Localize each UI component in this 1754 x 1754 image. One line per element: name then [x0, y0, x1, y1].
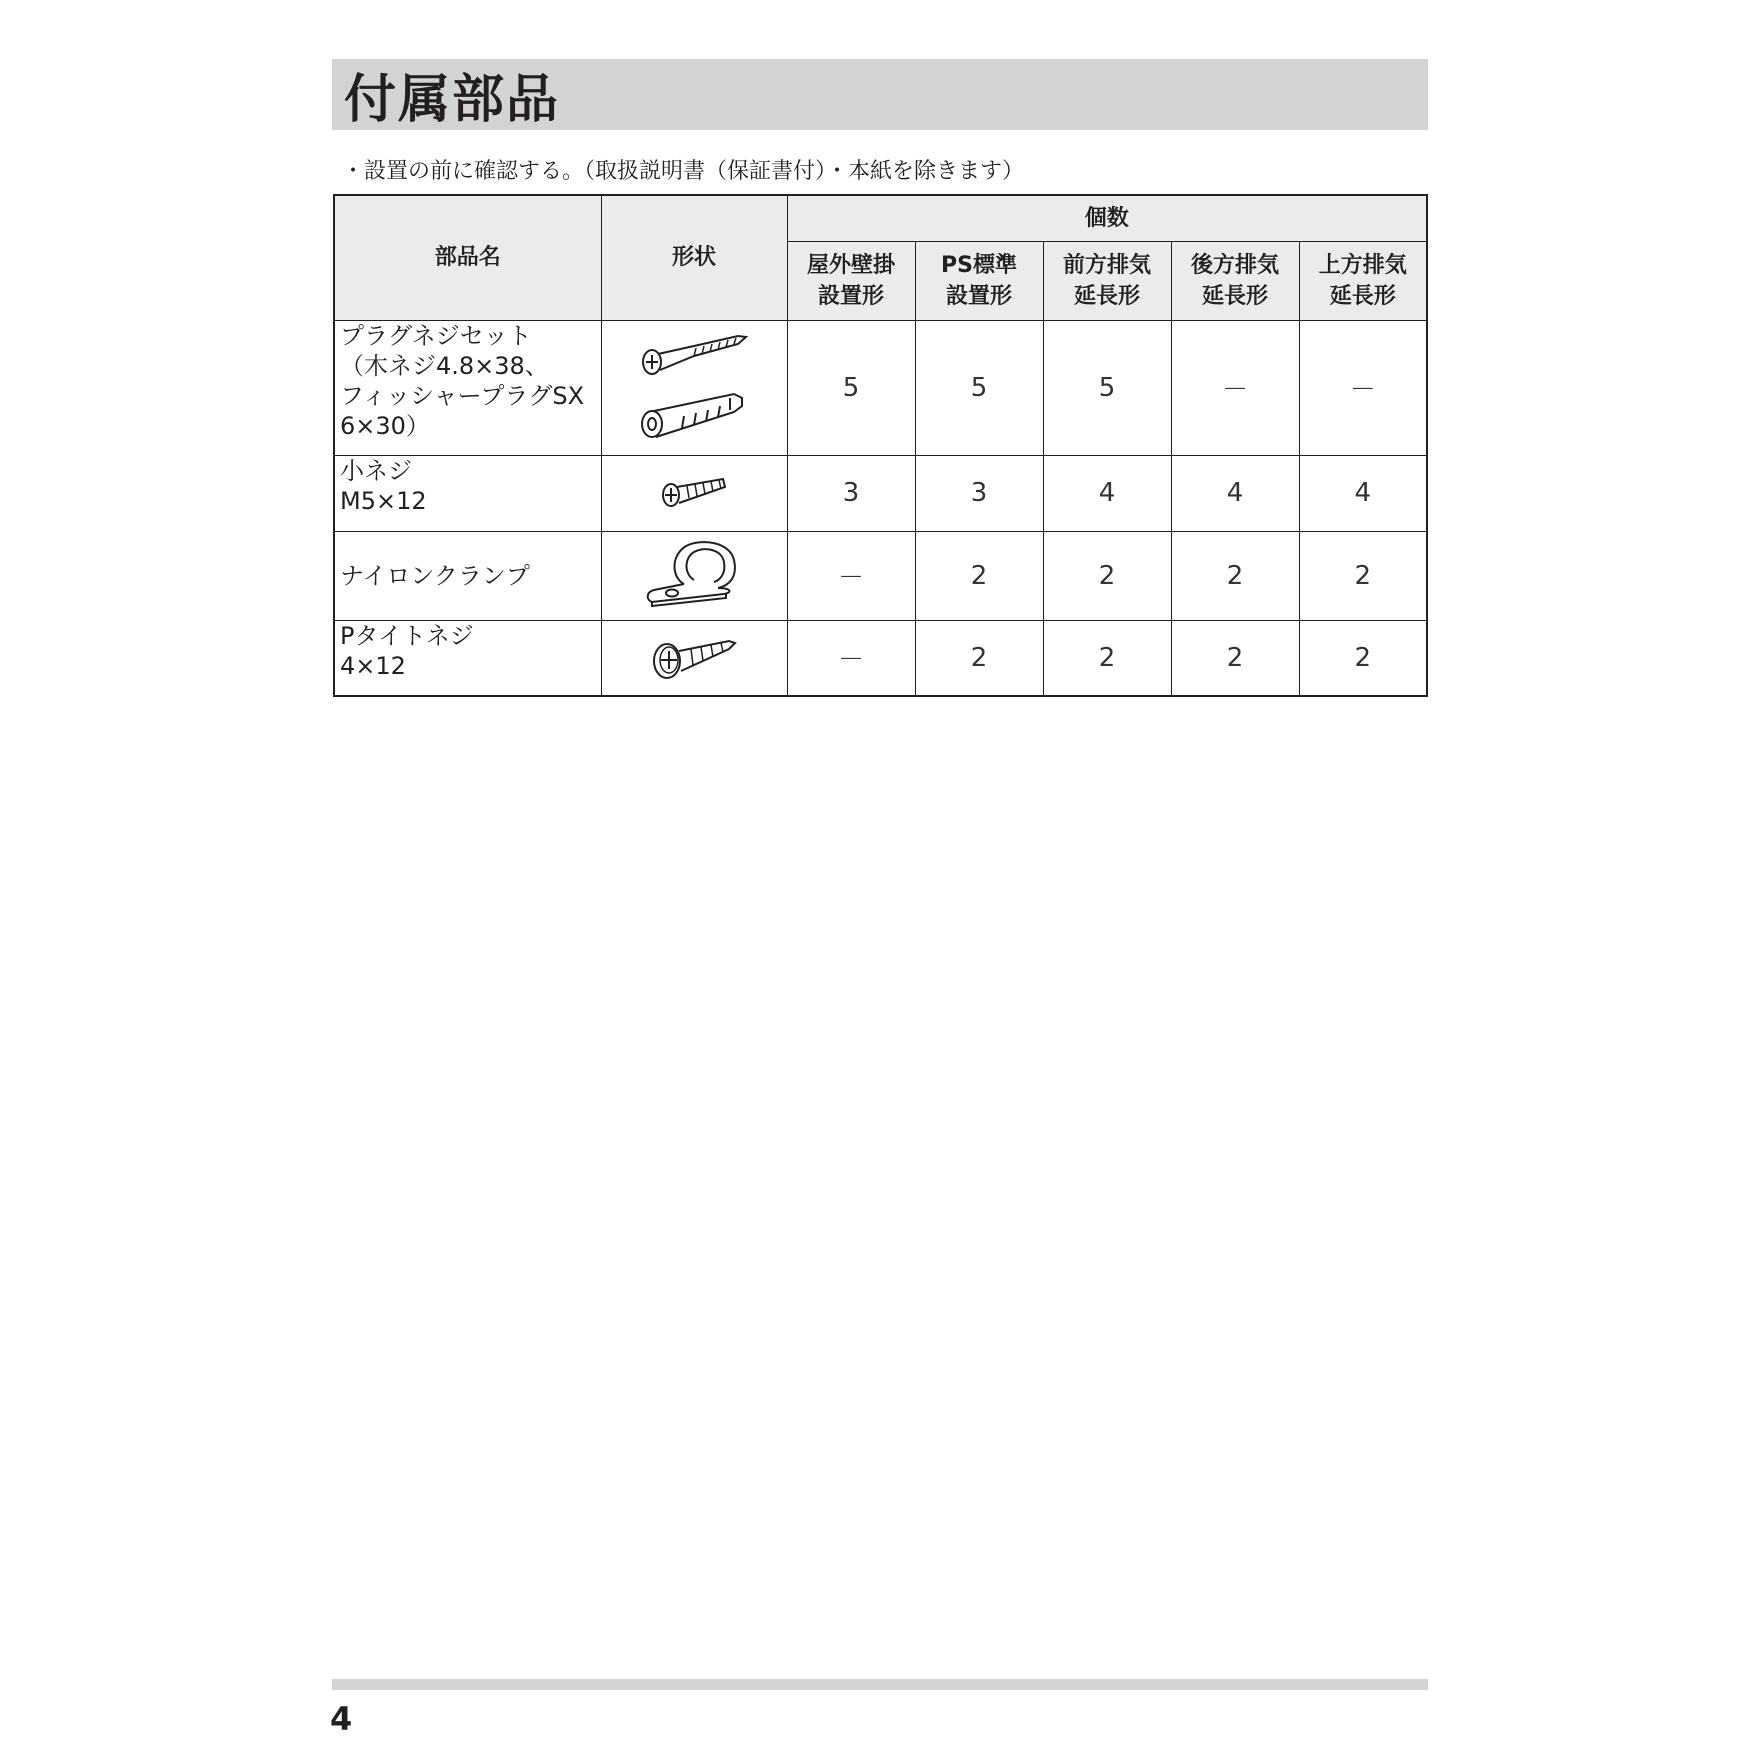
- value-cell: 2: [1043, 620, 1171, 696]
- footer-bar: [332, 1679, 1428, 1690]
- part-name-cell: ナイロンクランプ: [334, 531, 601, 620]
- value-cell: －: [787, 531, 915, 620]
- value-cell: 3: [787, 455, 915, 531]
- value-cell: 2: [1171, 531, 1299, 620]
- header-type-top-exhaust: 上方排気 延長形: [1299, 241, 1427, 320]
- value-cell: 2: [915, 531, 1043, 620]
- nylon-clamp-icon: [644, 538, 744, 614]
- value-cell: 2: [1171, 620, 1299, 696]
- value-cell: 4: [1299, 455, 1427, 531]
- value-cell: 5: [787, 320, 915, 455]
- plug-screw-set-icon: [634, 328, 754, 448]
- check-note: ・設置の前に確認する。（取扱説明書（保証書付）・本紙を除きます）: [342, 159, 1025, 184]
- page-title: 付属部品: [344, 70, 561, 130]
- value-cell: 3: [915, 455, 1043, 531]
- value-cell: 5: [915, 320, 1043, 455]
- header-type-front-exhaust: 前方排気 延長形: [1043, 241, 1171, 320]
- table-row: [334, 620, 1427, 696]
- header-shape: 形状: [601, 195, 787, 320]
- header-type-outdoor-wall: 屋外壁掛 設置形: [787, 241, 915, 320]
- part-name-cell: プラグネジセット （木ネジ4.8×38、 フィッシャープラグSX 6×30）: [334, 320, 601, 455]
- value-cell: 2: [1299, 531, 1427, 620]
- part-name-cell: 小ネジ M5×12: [334, 455, 601, 531]
- value-cell: 4: [1171, 455, 1299, 531]
- value-cell: －: [1171, 320, 1299, 455]
- header-type-ps-standard: PS標準 設置形: [915, 241, 1043, 320]
- value-cell: 4: [1043, 455, 1171, 531]
- header-part-name: 部品名: [334, 195, 601, 320]
- machine-screw-icon: [659, 473, 729, 513]
- value-cell: 2: [1299, 620, 1427, 696]
- table-row: [334, 531, 1427, 620]
- value-cell: 5: [1043, 320, 1171, 455]
- title-bar: [332, 59, 1428, 130]
- value-cell: －: [787, 620, 915, 696]
- page-number: 4: [330, 1700, 353, 1738]
- value-cell: 2: [1043, 531, 1171, 620]
- value-cell: 2: [915, 620, 1043, 696]
- table-row: [334, 455, 1427, 531]
- value-cell: －: [1299, 320, 1427, 455]
- table-row: [334, 320, 1427, 455]
- p-tight-screw-icon: [649, 631, 739, 685]
- header-type-rear-exhaust: 後方排気 延長形: [1171, 241, 1299, 320]
- part-name-cell: Pタイトネジ 4×12: [334, 620, 601, 696]
- header-count: 個数: [787, 195, 1427, 241]
- parts-table: [333, 194, 1428, 697]
